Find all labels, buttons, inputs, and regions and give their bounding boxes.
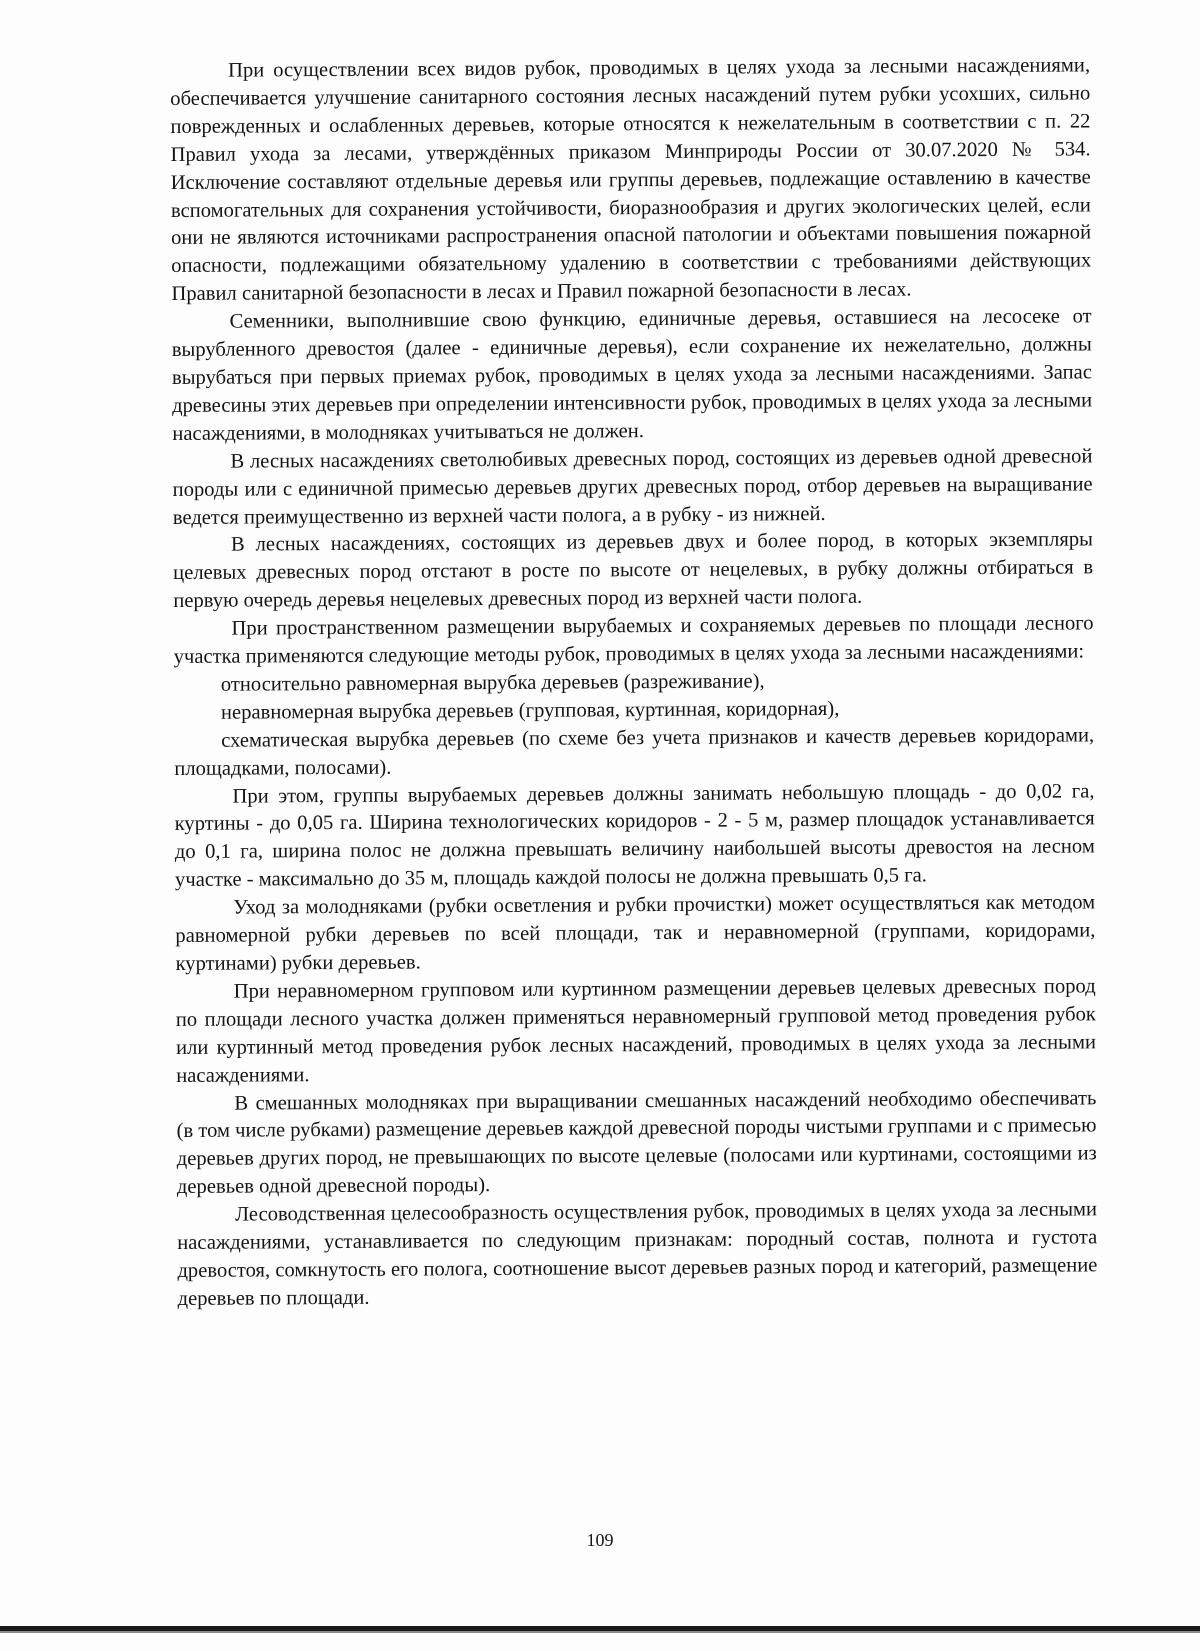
paragraph-mixed-young-stands: В смешанных молодняках при выращивании смешанных насаждений необходимо обеспечивать (в том числе рубками) размещение деревьев каждой древесной породы чистыми группами и с примесью деревьев других пород, не превышающих по высоте целевые (полосами или куртинами, состоящими из деревьев одной древесной породы). — [176, 1086, 1097, 1199]
list-item-uniform-felling: относительно равномерная вырубка деревьев (разреживание), — [220, 670, 765, 696]
page-number: 109 — [586, 1530, 614, 1550]
paragraph-sanitary-improvement: При осуществлении всех видов рубок, проводимых в целях ухода за лесными насаждениями, обеспечивается улучшение санитарного состояния лесных насаждений путем рубки усохших, сильно поврежденных и ослабленных деревьев, которые относятся к нежелательным в соответствии с п. 22 Правил ухода за лесами, утверждённых приказом Минприроды России от 30.07.2020 № 534. Исключение составляют отдельные деревья или группы деревьев, подлежащие оставлению в качестве вспомогательных для сохранения устойчивости, биоразнообразия и других экологических целей, если они не являются источниками распространения опасной патологии и объектами повышения пожарной опасности, подлежащими обязательному удалению в соответствии с требованиями действующих Правил санитарной безопасности в лесах и Правил пожарной безопасности в лесах. — [170, 54, 1092, 306]
paragraph-mixed-species: В лесных насаждениях, состоящих из деревьев двух и более пород, в которых экземпляры целевых древесных пород отстают в росте по высоте от нецелевых, в рубку должны отбираться в первую очередь деревья нецелевых древесных пород из верхней части полога. — [173, 528, 1094, 613]
paragraph-silvicultural-expediency: Лесоводственная целесообразность осуществления рубок, проводимых в целях ухода за лесными насаждениями, устанавливается по следующим признакам: породный состав, полнота и густота древостоя, сомкнутость его полога, соотношение высот деревьев разных пород и категорий, размещение деревьев по площади. — [177, 1198, 1098, 1310]
paragraph-light-demanding-species: В лесных насаждениях светолюбивых древесных пород, состоящих из деревьев одной древесной породы или с единичной примесью деревьев других древесных пород, отбор деревьев на выращивание ведется преимущественно из верхней части полога, а в рубку - из нижней. — [172, 445, 1093, 529]
scan-edge-shadow — [0, 1631, 1200, 1633]
document-body — [170, 52, 1098, 1313]
list-item-nonuniform-felling: неравномерная вырубка деревьев (групповая, куртинная, коридорная), — [220, 697, 840, 724]
paragraph-group-sizes: При этом, группы вырубаемых деревьев должны занимать небольшую площадь - до 0,02 га, куртины - до 0,05 га. Ширина технологических коридоров - 2 - 5 м, размер площадок устанавливается до 0,1 га, ширина полос не должна превышать величину наибольшей высоты древостоя на лесном участке - максимально до 35 м, площадь каждой полосы не должна превышать 0,5 га. — [174, 779, 1095, 892]
list-item-schematic-felling: схематическая вырубка деревьев (по схеме без учета признаков и качеств деревьев коридорами, площадками, полосами). — [174, 724, 1095, 780]
paragraph-group-method: При неравномерном групповом или куртинном размещении деревьев целевых древесных пород по площади лесного участка должен применяться неравномерный групповой метод проведения рубок или куртинный метод проведения рубок лесных насаждений, проводимых в целях ухода за лесными насаждениями. — [175, 975, 1097, 1087]
paragraph-seed-trees: Семенники, выполнившие свою функцию, единичные деревья, оставшиеся на лесосеке от вырубленного древостоя (далее - единичные деревья), если сохранение их нежелательно, должны вырубаться при первых приемах рубок, проводимых в целях ухода за лесными насаждениями. Запас древесины этих деревьев при определении интенсивности рубок, проводимых в целях ухода за лесными насаждениями, в молодняках учитываться не должен. — [171, 305, 1093, 445]
paragraph-young-stand-care: Уход за молодняками (рубки осветления и рубки прочистки) может осуществляться как методом равномерной рубки деревьев по всей площади, так и неравномерной (группами, коридорами, куртинами) рубки деревьев. — [175, 891, 1096, 975]
paragraph-spatial-methods: При пространственном размещении вырубаемых и сохраняемых деревьев по площади лесного участка применяются следующие методы рубок, проводимых в целях ухода за лесными насаждениями: — [173, 612, 1094, 669]
